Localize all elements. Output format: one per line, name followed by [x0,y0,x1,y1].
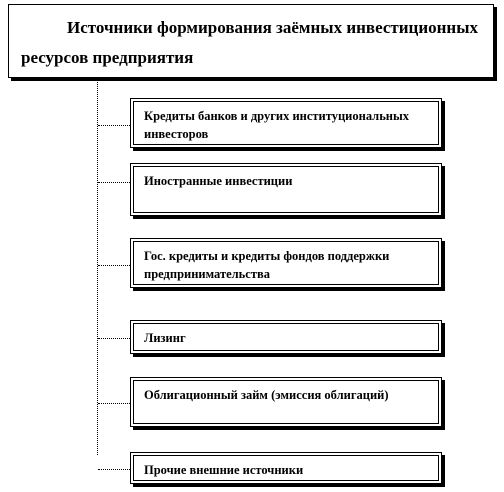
connector-branch [98,338,130,339]
connector-branch [98,265,130,266]
title-box [8,4,494,78]
source-item [130,320,442,354]
diagram-title: Источники формирования заёмных инвестиционных ресурсов предприятия [21,18,478,67]
connector-branch [98,125,130,126]
connector-branch [98,182,130,183]
source-item [130,163,442,216]
source-item-label: Лизинг [144,331,186,345]
source-item-label: Гос. кредиты и кредиты фондов поддержки предпринимательства [144,249,390,281]
connector-branch [98,403,130,404]
connector-trunk [97,78,98,455]
source-item-label: Иностранные инвестиции [144,174,293,188]
source-item [130,238,442,288]
source-item-label: Кредиты банков и других институциональных инвесторов [144,109,410,141]
source-item [130,377,442,427]
source-item-label: Прочие внешние источники [144,463,304,477]
source-item-label: Облигационный займ (эмиссия облигаций) [144,388,389,402]
connector-branch [98,469,130,470]
source-item [130,98,442,148]
source-item [130,452,442,484]
